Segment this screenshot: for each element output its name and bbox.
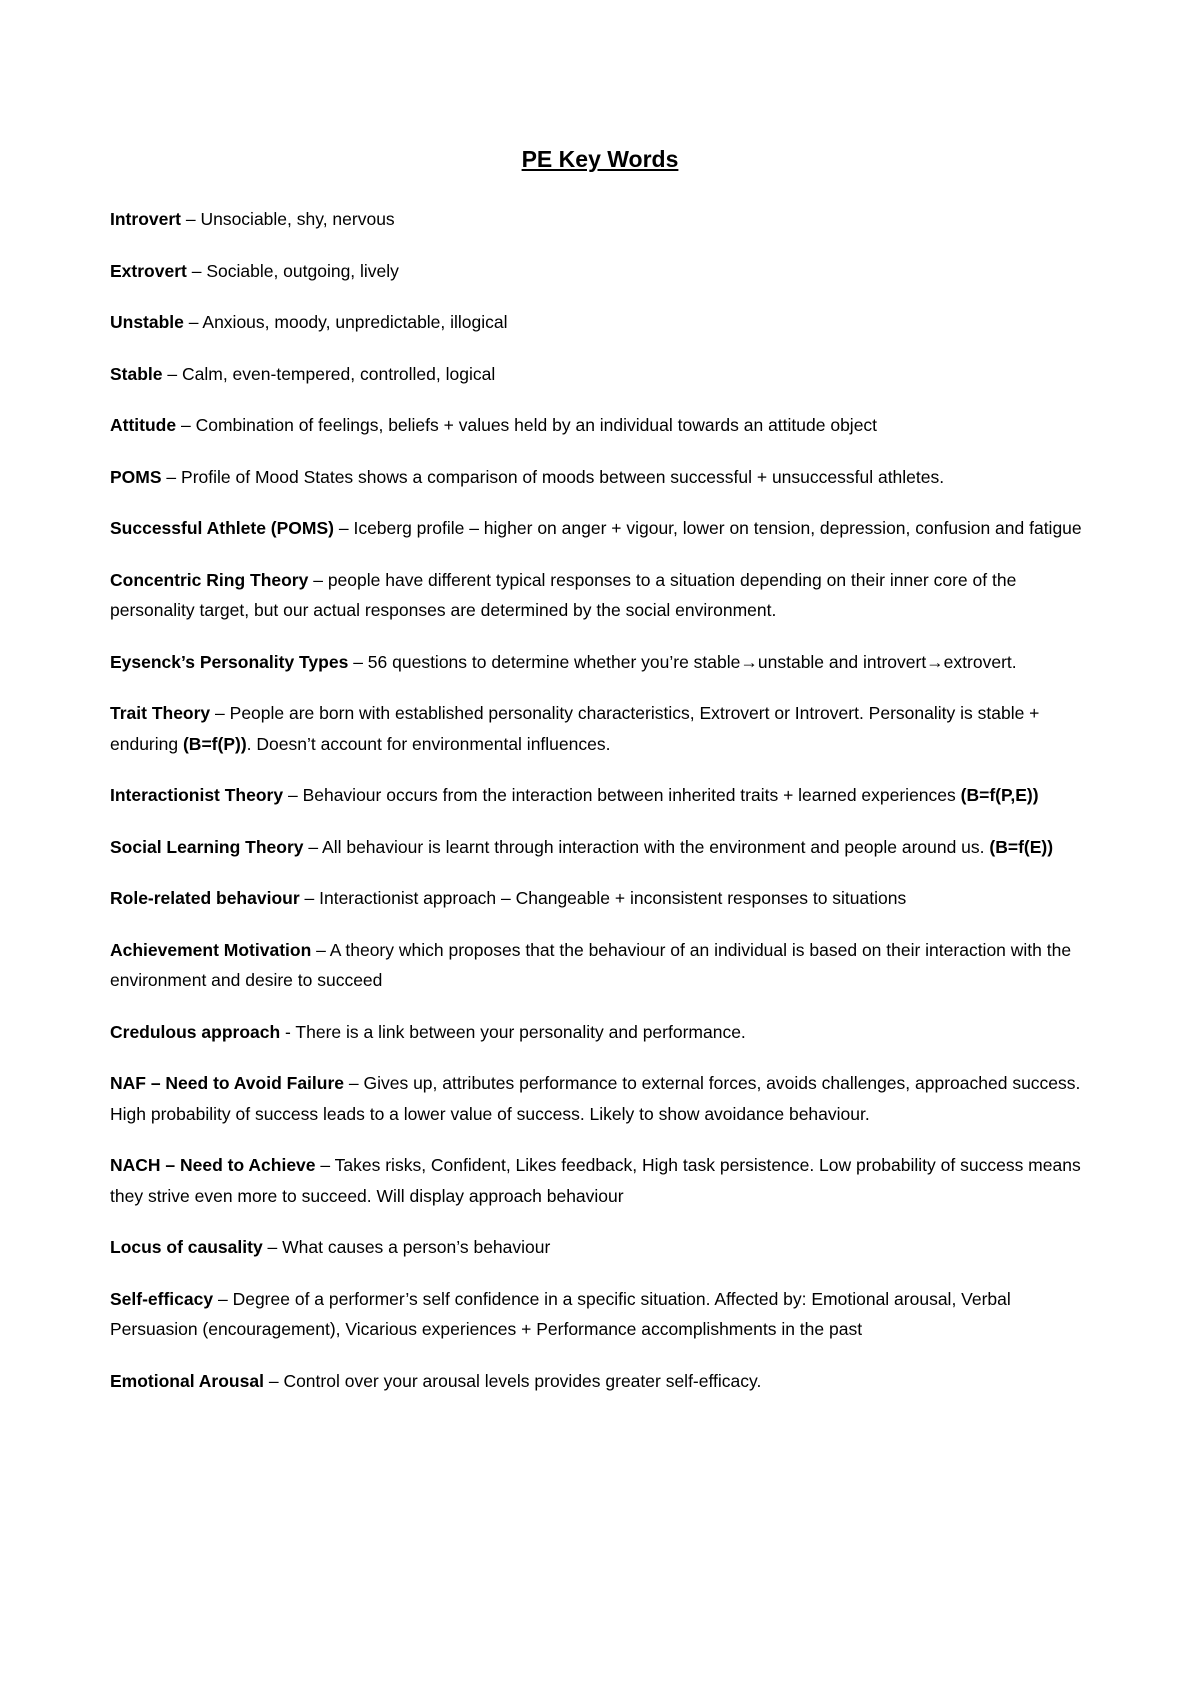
keyword-definition: Calm, even-tempered, controlled, logical — [182, 363, 496, 384]
keyword-separator: – — [180, 209, 201, 229]
keyword-separator: – — [161, 466, 182, 487]
keyword-entry — [110, 935, 1100, 996]
keyword-definition: Degree of a performer’s self confidence in a specific situation. Affected by: Emotional arousal, Verbal Persuasion (encouragement), Vicarious experiences + Performance accomplishments in the past — [110, 1288, 1011, 1339]
keyword-list — [110, 204, 1100, 1417]
keyword-separator: – — [308, 569, 328, 590]
keyword-definition: Control over your arousal levels provides greater self-efficacy. — [283, 1370, 762, 1391]
keyword-term: NAF – Need to Avoid Failure — [110, 1073, 345, 1093]
keyword-term: Trait Theory — [110, 703, 211, 723]
keyword-separator: – — [315, 1155, 335, 1175]
keyword-term: Attitude — [110, 415, 177, 435]
keyword-entry — [110, 647, 1100, 678]
keyword-entry — [110, 832, 1100, 863]
keyword-separator: – — [262, 1237, 283, 1257]
keyword-entry — [110, 780, 1100, 811]
keyword-term: Introvert — [110, 209, 181, 229]
keyword-term: Unstable — [110, 312, 184, 332]
keyword-entry — [110, 1068, 1100, 1129]
keyword-entry — [110, 565, 1100, 626]
keyword-separator: – — [176, 415, 196, 435]
keyword-definition: Iceberg profile – higher on anger + vigour, lower on tension, depression, confusion and fatigue — [353, 518, 1082, 538]
keyword-term: Achievement Motivation — [110, 939, 312, 960]
page-title: PE Key Words — [521, 146, 679, 172]
keyword-formula: (B=f(P)) — [182, 733, 247, 754]
keyword-term: Concentric Ring Theory — [110, 569, 309, 590]
keyword-definition: Gives up, attributes performance to external forces, avoids challenges, approached success. High probability of success leads to a lower value of success. Likely to show avoidance behaviour. — [110, 1073, 1081, 1124]
keyword-term: Interactionist Theory — [110, 785, 284, 805]
keyword-separator: – — [333, 518, 354, 538]
keyword-term: Self-efficacy — [110, 1288, 214, 1309]
keyword-entry — [110, 462, 1100, 493]
keyword-entry — [110, 513, 1100, 544]
keyword-definition: Takes risks, Confident, Likes feedback, High task persistence. Low probability of success means they strive even more to succeed. Will display approach behaviour — [110, 1155, 1081, 1206]
keyword-term: Eysenck’s Personality Types — [110, 651, 349, 672]
keyword-entry — [110, 1284, 1100, 1345]
keyword-formula: (B=f(E)) — [989, 836, 1054, 857]
keyword-definition: There is a link between your personality and performance. — [295, 1021, 746, 1042]
keyword-term: POMS — [110, 466, 162, 487]
keyword-separator: – — [344, 1073, 364, 1093]
keyword-definition: Unsociable, shy, nervous — [200, 209, 395, 229]
keyword-term: Role-related behaviour — [110, 888, 300, 908]
keyword-definition: A theory which proposes that the behaviour of an individual is based on their interaction with the environment and desire to succeed — [110, 939, 1072, 990]
keyword-definition: Anxious, moody, unpredictable, illogical — [202, 312, 508, 332]
keyword-definition: Combination of feelings, beliefs + values held by an individual towards an attitude object — [195, 415, 878, 435]
keyword-definition: People are born with established personality characteristics, Extrovert or Introvert. Personality is stable + enduring — [110, 703, 1040, 754]
keyword-entry — [110, 359, 1100, 390]
keyword-entry — [110, 410, 1100, 441]
keyword-separator: – — [311, 939, 330, 960]
keyword-definition: Sociable, outgoing, lively — [206, 260, 399, 281]
keyword-term: Extrovert — [110, 260, 187, 281]
keyword-separator: – — [303, 836, 323, 857]
keyword-entry — [110, 204, 1100, 235]
keyword-entry — [110, 1150, 1100, 1211]
keyword-term: Stable — [110, 363, 163, 384]
keyword-entry — [110, 883, 1100, 914]
keyword-term: Social Learning Theory — [110, 836, 304, 857]
keyword-formula: (B=f(P,E)) — [960, 785, 1039, 805]
keyword-entry — [110, 1366, 1100, 1397]
keyword-definition: Interactionist approach – Changeable + inconsistent responses to situations — [319, 888, 907, 908]
keyword-entry — [110, 1017, 1100, 1048]
keyword-separator: – — [183, 312, 203, 332]
keyword-term: Emotional Arousal — [110, 1370, 264, 1391]
keyword-separator: – — [162, 363, 182, 384]
keyword-separator: – — [283, 785, 303, 805]
keyword-separator: - — [280, 1021, 296, 1042]
keyword-separator: – — [213, 1288, 233, 1309]
keyword-definition: 56 questions to determine whether you’re stable→unstable and introvert→extrovert. — [367, 651, 1017, 672]
keyword-definition: people have different typical responses to a situation depending on their inner core of the personality target, but our actual responses are determined by the social environment. — [110, 569, 1017, 620]
keyword-term: NACH – Need to Achieve — [110, 1155, 316, 1175]
keyword-separator: – — [299, 888, 320, 908]
keyword-entry — [110, 698, 1100, 759]
keyword-definition: Profile of Mood States shows a comparison of moods between successful + unsuccessful athletes. — [181, 466, 945, 487]
keyword-entry — [110, 256, 1100, 287]
keyword-term: Successful Athlete (POMS) — [110, 518, 334, 538]
keyword-definition: All behaviour is learnt through interaction with the environment and people around us. — [322, 836, 990, 857]
keyword-separator: – — [210, 703, 230, 723]
keyword-term: Credulous approach — [110, 1021, 281, 1042]
keyword-separator: – — [348, 651, 368, 672]
keyword-separator: – — [263, 1370, 284, 1391]
keyword-entry — [110, 1232, 1100, 1263]
keyword-definition: What causes a person’s behaviour — [282, 1237, 551, 1257]
keyword-entry — [110, 307, 1100, 338]
keyword-separator: – — [186, 260, 207, 281]
keyword-definition-continued: . Doesn’t account for environmental influences. — [246, 733, 611, 754]
keyword-term: Locus of causality — [110, 1237, 263, 1257]
keyword-definition: Behaviour occurs from the interaction between inherited traits + learned experiences — [302, 785, 961, 805]
